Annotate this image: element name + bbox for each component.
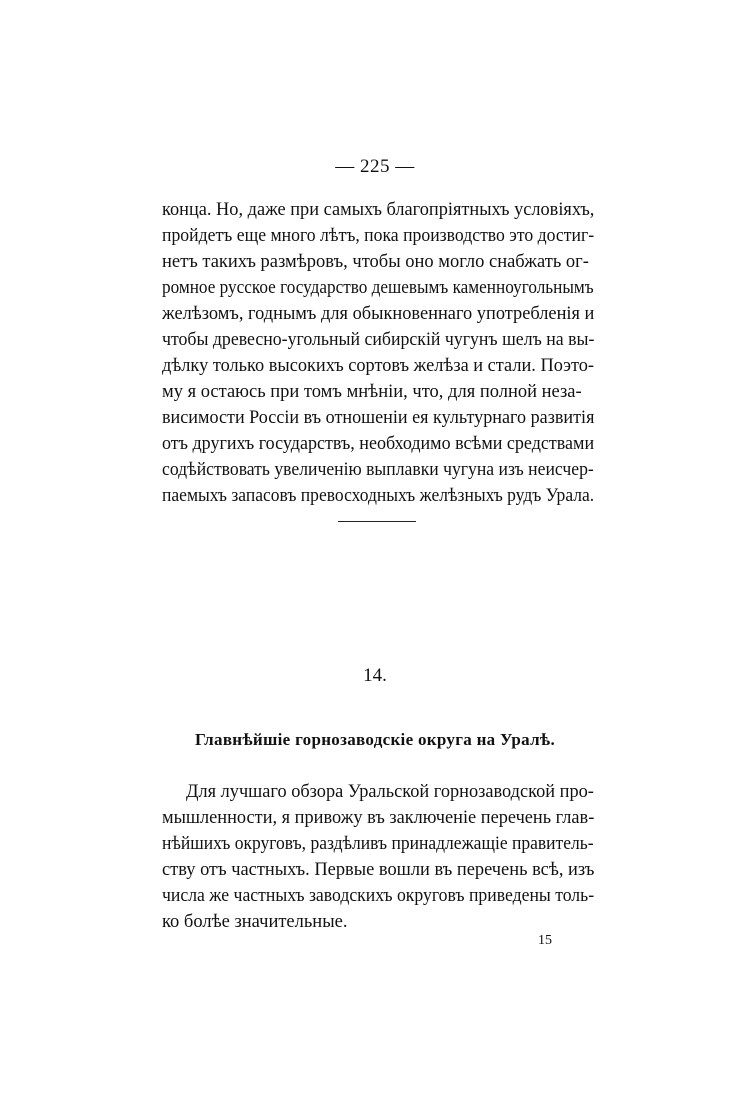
- text-line: конца. Но, даже при самыхъ благопріятныхъ условіяхъ,: [162, 200, 595, 220]
- section-title: Главнѣйшіе горнозаводскіе округа на Уралѣ.: [194, 730, 555, 749]
- text-line: мышленности, я привожу въ заключеніе перечень глав-: [162, 808, 595, 828]
- text-line: отъ другихъ государствъ, необходимо всѣми средствами: [162, 434, 595, 454]
- text-line: му я остаюсь при томъ мнѣніи, что, для полной неза-: [162, 382, 582, 402]
- text-line: висимости Россіи въ отношеніи ея культурнаго развитія: [162, 408, 595, 428]
- text-line: дѣлку только высокихъ сортовъ желѣза и стали. Поэто-: [162, 356, 595, 376]
- section-divider: [338, 521, 416, 522]
- text-line: паемыхъ запасовъ превосходныхъ желѣзныхъ рудъ Урала.: [162, 486, 595, 506]
- text-line: содѣйствовать увеличенію выплавки чугуна изъ неисчер-: [162, 460, 594, 480]
- text-line: нѣйшихъ округовъ, раздѣливъ принадлежащіе правитель-: [162, 834, 594, 854]
- text-line: ко болѣе значительные.: [162, 912, 348, 932]
- page-number: — 225 —: [335, 156, 415, 177]
- section-number: 14.: [363, 665, 387, 686]
- printer-signature-mark: 15: [538, 933, 552, 948]
- text-line: желѣзомъ, годнымъ для обыкновеннаго употребленія и: [162, 304, 595, 324]
- text-line: чтобы древесно-угольный сибирскій чугунъ шелъ на вы-: [162, 330, 595, 350]
- text-line: пройдетъ еще много лѣтъ, пока производство это достиг-: [162, 226, 595, 246]
- text-line: числа же частныхъ заводскихъ округовъ приведены толь-: [162, 886, 595, 906]
- text-line: Для лучшаго обзора Уральской горнозаводской про-: [186, 782, 594, 802]
- text-line: ству отъ частныхъ. Первые вошли въ перечень всѣ, изъ: [162, 860, 595, 880]
- text-line: ромное русское государство дешевымъ каменноугольнымъ: [162, 278, 594, 298]
- text-line: нетъ такихъ размѣровъ, чтобы оно могло снабжать ог-: [162, 252, 589, 272]
